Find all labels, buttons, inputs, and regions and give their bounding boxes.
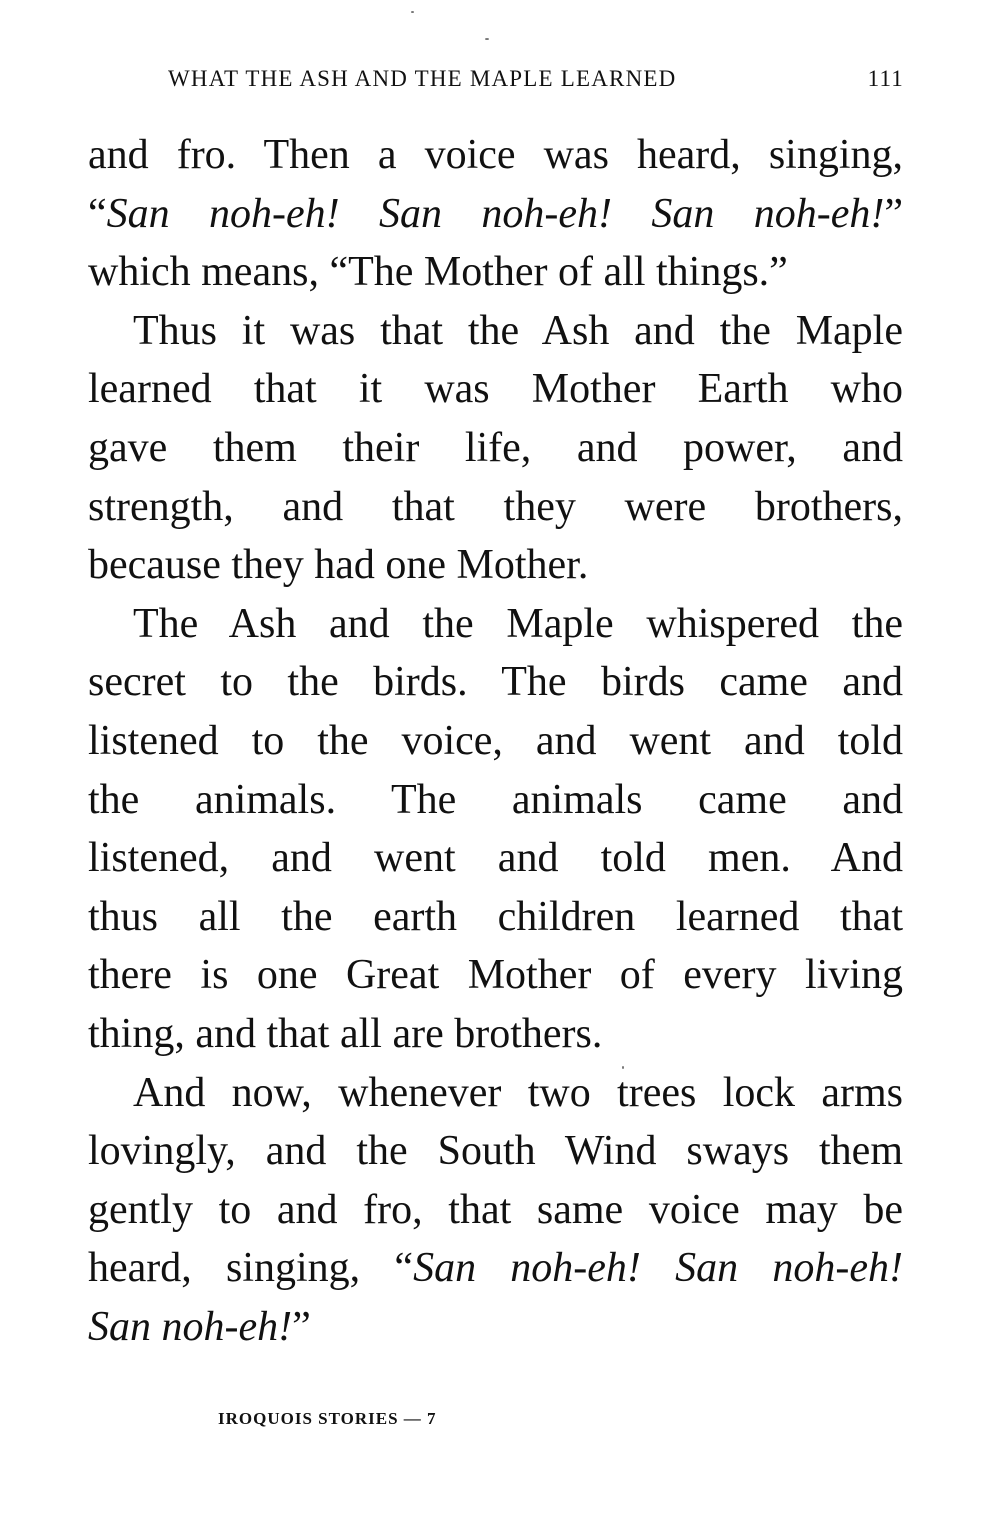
running-head [168, 62, 904, 96]
text-line: gave them their life, and power, and [88, 424, 903, 471]
text-line: thing, and that all are brothers. [88, 1010, 603, 1057]
scan-speck [411, 11, 414, 13]
text-line: strength, and that they were brothers, [88, 483, 903, 530]
text-line: San noh-eh!” [88, 1303, 311, 1350]
page-text [88, 126, 903, 1356]
text-line: heard, singing, “San noh-eh! San noh-eh! [88, 1245, 903, 1292]
text-line: listened, and went and told men. And [88, 835, 903, 882]
iroquois-phrase: San noh-eh! San noh-eh! San noh-eh! [106, 190, 885, 237]
text-line: thus all the earth children learned that [88, 893, 903, 940]
text-line: secret to the birds. The birds came and [88, 659, 903, 706]
text-line: gently to and fro, that same voice may be [88, 1186, 903, 1233]
text-line: there is one Great Mother of every living [88, 952, 903, 999]
iroquois-phrase: San noh-eh! [88, 1303, 293, 1350]
scan-speck [485, 38, 489, 40]
text-line: learned that it was Mother Earth who [88, 366, 903, 413]
text-line: lovingly, and the South Wind sways them [88, 1128, 903, 1175]
iroquois-phrase: San noh-eh! San noh-eh! [413, 1245, 903, 1292]
text-line: because they had one Mother. [88, 542, 589, 589]
paragraph-start: The Ash and the Maple whispered the [133, 600, 903, 647]
page-number: 111 [867, 66, 904, 91]
text-line: and fro. Then a voice was heard, singing, [88, 132, 903, 178]
paragraph-start: And now, whenever two trees lock arms [133, 1069, 903, 1116]
running-title: WHAT THE ASH AND THE MAPLE LEARNED [168, 66, 677, 91]
paragraph-start: Thus it was that the Ash and the Maple [133, 307, 903, 354]
text-line: the animals. The animals came and [88, 776, 903, 823]
scan-speck [622, 1066, 624, 1069]
text-line: which means, “The Mother of all things.” [88, 249, 788, 296]
signature-mark: IROQUOIS STORIES — 7 [218, 1409, 437, 1428]
text-line: listened to the voice, and went and told [88, 717, 903, 764]
text-line: “San noh-eh! San noh-eh! San noh-eh!” [88, 190, 903, 237]
